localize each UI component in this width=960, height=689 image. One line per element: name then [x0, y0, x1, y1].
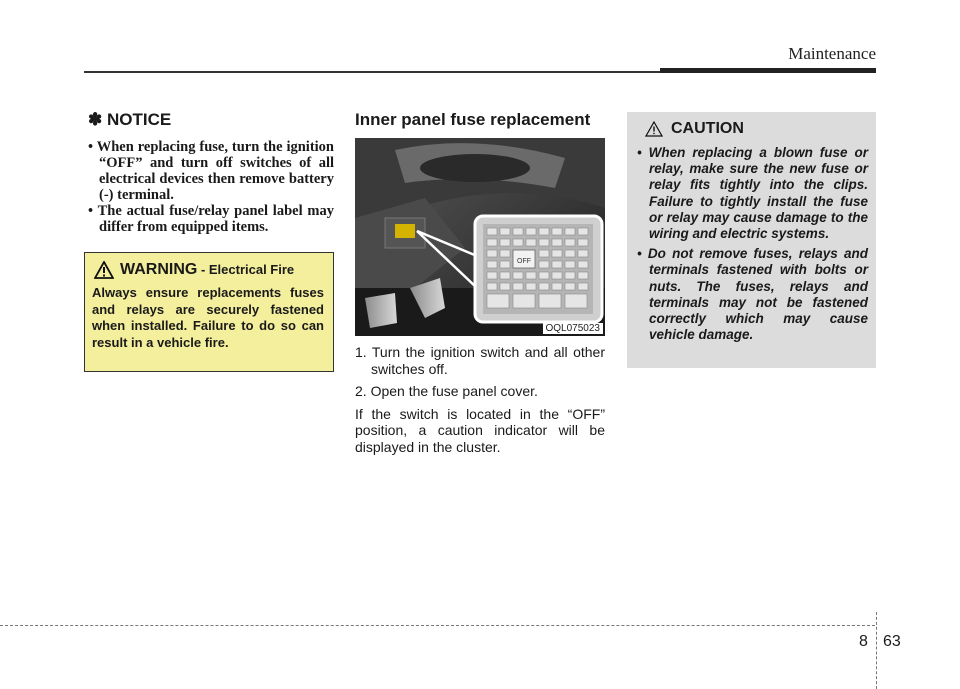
caution-triangle-icon: [645, 121, 663, 137]
notice-list: [88, 139, 334, 235]
warning-box: [84, 252, 334, 372]
caution-header: [645, 120, 868, 138]
caution-list: [637, 145, 868, 343]
fuse-switch-label: OFF: [517, 258, 531, 265]
notice-title: ✽ NOTICE: [88, 110, 172, 129]
caution-title: CAUTION: [671, 120, 744, 137]
step-2: 2. Open the fuse panel cover.: [355, 383, 538, 399]
warning-title: WARNING: [120, 261, 198, 278]
inner-panel-title: Inner panel fuse replacement: [355, 110, 591, 129]
page-number: 63: [883, 633, 901, 650]
step-1: 1. Turn the ignition switch and all other switches off.: [355, 344, 605, 377]
chapter-number: 8: [859, 633, 868, 650]
notice-item: • The actual fuse/relay panel label may differ from equipped items.: [88, 203, 334, 235]
figure-code: OQL075023: [543, 323, 604, 334]
header-rule-accent: [660, 68, 876, 73]
warning-header: [94, 261, 324, 279]
footer-divider: [876, 612, 877, 689]
footer-rule: [0, 625, 875, 626]
caution-item: • Do not remove fuses, relays and terminals fastened with bolts or nuts. The fuses, relays and terminals may not be fastened correctly which may cause vehicle damage.: [637, 246, 868, 343]
section-title: Maintenance: [788, 44, 876, 63]
warning-triangle-icon: [94, 261, 114, 279]
caution-box: [627, 112, 876, 368]
warning-body: Always ensure replacements fuses and relays are securely fastened when installed. Failure to do so can result in a vehicle fire.: [92, 285, 324, 350]
fuse-panel-figure: [355, 138, 605, 336]
caution-item: • When replacing a blown fuse or relay, make sure the new fuse or relay fits tightly into the clips. Failure to tightly install the fuse or relay may cause damage to the wiring and electric systems.: [637, 145, 868, 242]
fuse-panel-illustration: [355, 138, 605, 336]
warning-subtitle: - Electrical Fire: [197, 262, 295, 277]
steps-text: [355, 344, 605, 461]
step-note: If the switch is located in the “OFF” position, a caution indicator will be displayed in the cluster.: [355, 405, 605, 455]
notice-item: • When replacing fuse, turn the ignition “OFF” and turn off switches of all electrical devices then remove battery (-) terminal.: [88, 139, 334, 203]
header-rule: [84, 71, 660, 73]
